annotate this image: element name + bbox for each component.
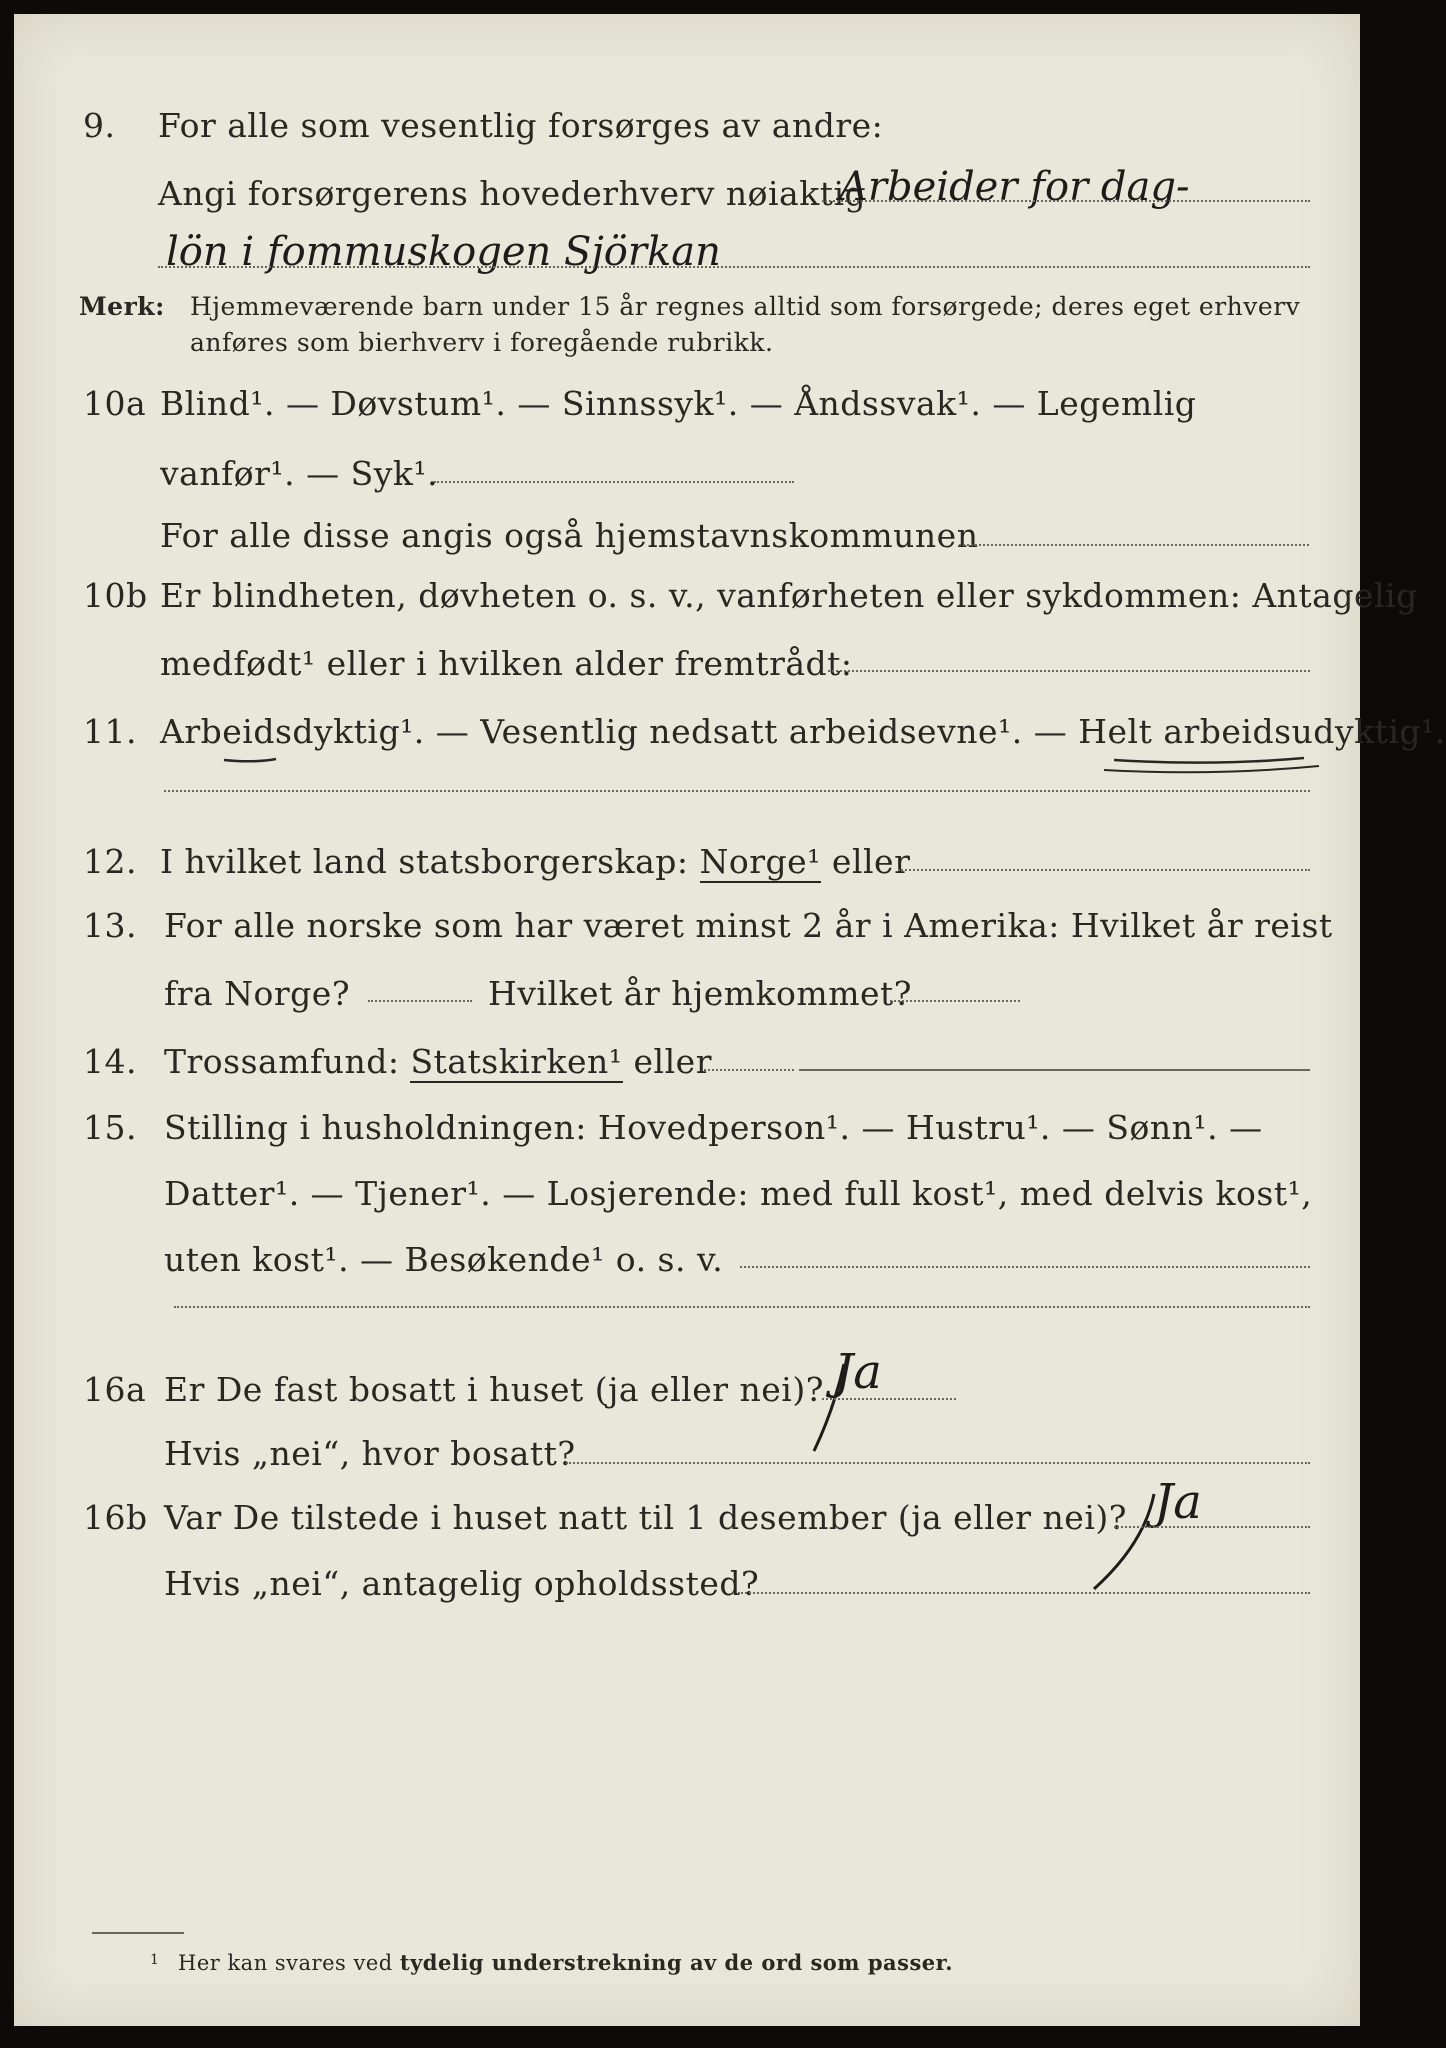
- q13-text-2a: fra Norge?: [164, 974, 351, 1013]
- q11-underline-marks: [14, 714, 1360, 784]
- q11-number: 11.: [83, 712, 137, 751]
- q16a-number: 16a: [83, 1370, 147, 1409]
- q15-text-2: Datter¹. — Tjener¹. — Losjerende: med full kost¹, med delvis kost¹,: [164, 1174, 1313, 1213]
- q16a-handwritten-answer: Ja: [834, 1344, 882, 1400]
- q12-selected-norge: Norge¹: [699, 842, 821, 881]
- q16b-text-1: Var De tilstede i huset natt til 1 desember (ja eller nei)?: [164, 1498, 1127, 1537]
- q15-text-3: uten kost¹. — Besøkende¹ o. s. v.: [164, 1240, 724, 1279]
- q9-number: 9.: [83, 106, 116, 145]
- footnote-text-a: Her kan svares ved: [178, 1951, 400, 1975]
- q14-eller: eller: [622, 1042, 712, 1081]
- q10a-text-1: Blind¹. — Døvstum¹. — Sinnssyk¹. — Åndssvak¹. — Legemlig: [160, 384, 1197, 423]
- q10b-text-1: Er blindheten, døvheten o. s. v., vanførheten eller sykdommen: Antagelig: [160, 576, 1418, 615]
- q14-answer-line-1: [704, 1069, 794, 1071]
- q11-answer-line: [164, 790, 1310, 792]
- q12-text: [160, 842, 910, 881]
- footnote-mark: 1: [150, 1952, 160, 1968]
- q12-answer-line: [898, 869, 1310, 871]
- q12-eller: eller: [820, 842, 911, 881]
- q9-handwritten-answer-1: Arbeider for dag-: [839, 164, 1190, 210]
- q15-text-1: Stilling i husholdningen: Hovedperson¹. — Hustru¹. — Sønn¹. —: [164, 1108, 1263, 1147]
- footnote-rule: [92, 1932, 184, 1934]
- q9-answer-line-2: [158, 266, 1310, 268]
- q10a-text-3: For alle disse angis også hjemstavnskommunen: [160, 516, 979, 555]
- merk-text-1: Hjemmeværende barn under 15 år regnes alltid som forsørgede; deres eget erhverv: [190, 292, 1301, 321]
- q16a-text-2: Hvis „nei“, hvor bosatt?: [164, 1434, 576, 1473]
- q14-text: [164, 1042, 712, 1081]
- q9-answer-line-1: [822, 200, 1310, 202]
- q12-question: I hvilket land statsborgerskap:: [160, 842, 700, 881]
- q14-question: Trossamfund:: [164, 1042, 411, 1081]
- census-form-page: [14, 14, 1446, 2026]
- q10a-text-2: vanfør¹. — Syk¹.: [160, 454, 439, 493]
- q14-selected-statskirken: Statskirken¹: [410, 1042, 623, 1081]
- q16b-answer-line-1: [1114, 1526, 1310, 1528]
- q16a-text-1: Er De fast bosatt i huset (ja eller nei)?: [164, 1370, 824, 1409]
- q10b-number: 10b: [83, 576, 148, 615]
- q16b-answer-stroke: [1074, 1489, 1174, 1599]
- q10a-answer-line-2: [959, 544, 1309, 546]
- q14-number: 14.: [83, 1042, 137, 1081]
- q10a-number: 10a: [83, 384, 147, 423]
- q16a-answer-stroke: [804, 1359, 884, 1459]
- merk-text-2: anføres som bierhverv i foregående rubrikk.: [190, 328, 774, 357]
- q13-answer-line-1: [368, 1000, 472, 1002]
- footnote-text-b: tydelig understrekning av de ord som passer.: [399, 1950, 954, 1975]
- merk-label: Merk:: [79, 292, 165, 321]
- q11-options: Arbeidsdyktig¹. — Vesentlig nedsatt arbeidsevne¹. —: [160, 712, 1079, 751]
- q16b-text-2: Hvis „nei“, antagelig opholdssted?: [164, 1564, 760, 1603]
- q12-number: 12.: [83, 842, 137, 881]
- q15-number: 15.: [83, 1108, 137, 1147]
- q10a-answer-line-1: [434, 481, 794, 483]
- q16a-answer-line-1: [822, 1398, 956, 1400]
- q10b-text-2: medfødt¹ eller i hvilken alder fremtrådt:: [160, 644, 853, 683]
- q13-answer-line-2: [890, 1000, 1020, 1002]
- q9-occupation-label: Angi forsørgerens hovederhverv nøiaktig: [158, 174, 867, 213]
- q10b-answer-line: [828, 670, 1310, 672]
- q15-answer-line-2: [174, 1306, 1310, 1308]
- q16b-handwritten-answer: Ja: [1154, 1474, 1202, 1530]
- q14-answer-line-2: [799, 1069, 1310, 1071]
- q16b-number: 16b: [83, 1498, 148, 1537]
- q15-answer-line-1: [740, 1266, 1310, 1268]
- q13-number: 13.: [83, 906, 137, 945]
- q16b-answer-line-2: [738, 1592, 1310, 1594]
- q16a-answer-line-2: [566, 1462, 1310, 1464]
- q13-text-1: For alle norske som har været minst 2 år i Amerika: Hvilket år reist: [164, 906, 1333, 945]
- footnote-text: [178, 1950, 953, 1975]
- q13-text-2b: Hvilket år hjemkommet?: [488, 974, 912, 1013]
- q9-text: For alle som vesentlig forsørges av andre:: [158, 106, 884, 145]
- q11-selected-option: Helt arbeidsudyktig¹.: [1078, 712, 1446, 751]
- q9-handwritten-answer-2: lön i fommuskogen Sjörkan: [166, 229, 721, 275]
